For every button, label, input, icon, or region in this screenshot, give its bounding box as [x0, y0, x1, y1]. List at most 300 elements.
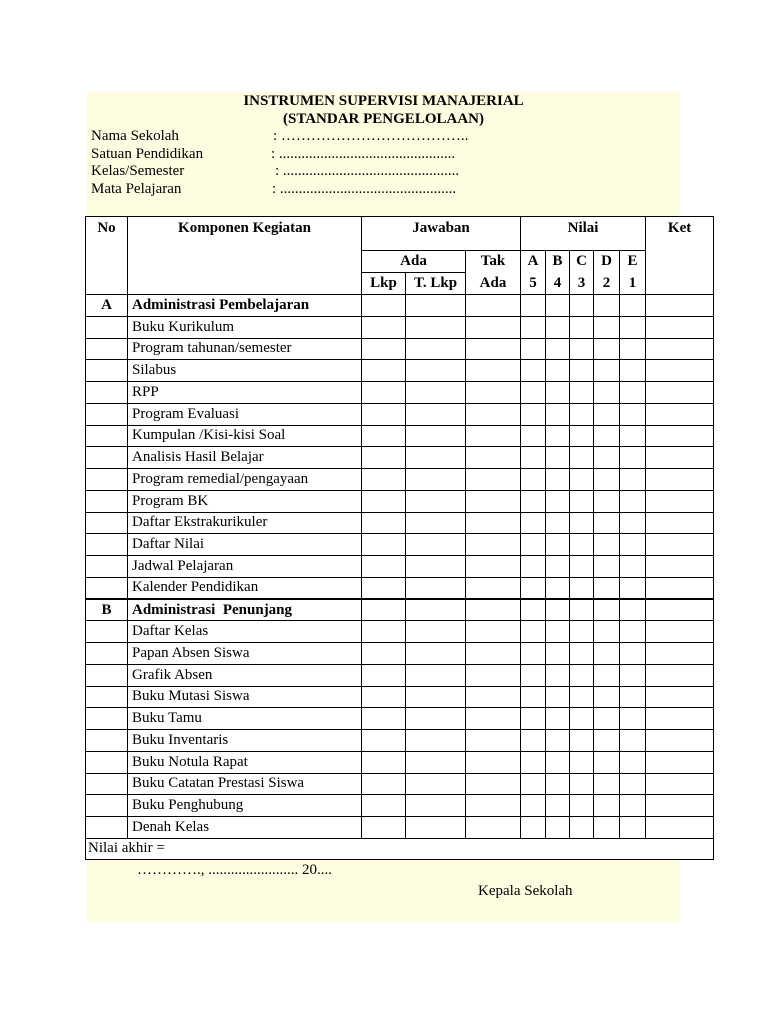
grade-b-cell: [546, 817, 570, 839]
component-label: Jadwal Pelajaran: [128, 556, 362, 578]
lkp-cell: [362, 338, 406, 360]
grade-points: 3: [577, 274, 586, 291]
grade-c-cell: [570, 708, 594, 730]
t-lkp-cell: [406, 577, 466, 599]
component-label: Grafik Absen: [128, 664, 362, 686]
t-lkp-cell: [406, 664, 466, 686]
section-title: Administrasi Penunjang: [128, 599, 362, 621]
tak-ada-cell: [466, 556, 521, 578]
component-label: Program remedial/pengayaan: [128, 469, 362, 491]
grade-b-cell: [546, 316, 570, 338]
tak-ada-cell: [466, 751, 521, 773]
grade-e-cell: [620, 577, 646, 599]
grade-c-cell: [570, 512, 594, 534]
grade-c-cell: [570, 382, 594, 404]
component-label: Kumpulan /Kisi-kisi Soal: [128, 425, 362, 447]
field-value: : ………………………………..: [273, 128, 469, 145]
grade-e-cell: [620, 338, 646, 360]
section-row: [86, 599, 714, 621]
ket-cell: [646, 469, 714, 491]
item-row: [86, 403, 714, 425]
grade-d-cell: [594, 751, 620, 773]
item-row: [86, 512, 714, 534]
grade-c-header: [570, 251, 594, 295]
not-exists-header: [466, 251, 521, 295]
grade-d-cell: [594, 382, 620, 404]
lkp-cell: [362, 751, 406, 773]
grade-e-cell: [620, 599, 646, 621]
item-row: [86, 316, 714, 338]
grade-e-cell: [620, 708, 646, 730]
grade-letter: D: [601, 253, 612, 269]
section-code: A: [86, 295, 128, 317]
grade-c-cell: [570, 556, 594, 578]
grade-c-cell: [570, 403, 594, 425]
component-label: Buku Kurikulum: [128, 316, 362, 338]
grade-c-cell: [570, 730, 594, 752]
ket-cell: [646, 556, 714, 578]
grade-e-cell: [620, 817, 646, 839]
grade-e-cell: [620, 730, 646, 752]
grade-e-cell: [620, 316, 646, 338]
grade-e-cell: [620, 686, 646, 708]
tak-ada-cell: [466, 708, 521, 730]
grade-e-cell: [620, 425, 646, 447]
grade-a-cell: [521, 403, 546, 425]
t-lkp-cell: [406, 425, 466, 447]
lkp-cell: [362, 664, 406, 686]
identity-fields: [91, 128, 671, 198]
grade-d-cell: [594, 295, 620, 317]
component-label: Papan Absen Siswa: [128, 643, 362, 665]
grade-e-cell: [620, 469, 646, 491]
grade-e-cell: [620, 382, 646, 404]
grade-b-cell: [546, 643, 570, 665]
lkp-cell: [362, 621, 406, 643]
grade-e-cell: [620, 490, 646, 512]
table-footer: [86, 838, 714, 859]
item-number-cell: [86, 360, 128, 382]
ket-cell: [646, 686, 714, 708]
grade-c-cell: [570, 686, 594, 708]
grade-a-cell: [521, 621, 546, 643]
ket-cell: [646, 773, 714, 795]
grade-d-cell: [594, 556, 620, 578]
item-row: [86, 490, 714, 512]
ket-cell: [646, 360, 714, 382]
component-label: Daftar Ekstrakurikuler: [128, 512, 362, 534]
lkp-cell: [362, 469, 406, 491]
component-label: Daftar Kelas: [128, 621, 362, 643]
item-row: [86, 447, 714, 469]
grade-c-cell: [570, 316, 594, 338]
item-row: [86, 751, 714, 773]
tak-ada-cell: [466, 382, 521, 404]
no-header: No: [86, 217, 128, 295]
grade-a-cell: [521, 817, 546, 839]
item-row: [86, 773, 714, 795]
grade-b-cell: [546, 621, 570, 643]
tak-ada-cell: [466, 512, 521, 534]
ket-cell: [646, 795, 714, 817]
item-row: [86, 382, 714, 404]
grade-d-cell: [594, 664, 620, 686]
grade-a-cell: [521, 643, 546, 665]
grade-d-cell: [594, 817, 620, 839]
grade-a-cell: [521, 469, 546, 491]
field-value: : ...............................................: [272, 180, 457, 197]
item-number-cell: [86, 403, 128, 425]
ket-cell: [646, 425, 714, 447]
document-heading: [87, 93, 680, 128]
field-label: Kelas/Semester: [91, 163, 185, 180]
tak-ada-cell: [466, 534, 521, 556]
ket-cell: [646, 708, 714, 730]
item-number-cell: [86, 577, 128, 599]
final-score-label: Nilai akhir =: [86, 838, 714, 859]
grade-e-cell: [620, 447, 646, 469]
item-row: [86, 795, 714, 817]
lkp-cell: [362, 425, 406, 447]
tak-ada-cell: [466, 577, 521, 599]
component-label: Buku Inventaris: [128, 730, 362, 752]
item-number-cell: [86, 773, 128, 795]
grade-e-cell: [620, 621, 646, 643]
tak-ada-cell: [466, 817, 521, 839]
t-lkp-cell: [406, 621, 466, 643]
grade-a-cell: [521, 730, 546, 752]
item-number-cell: [86, 621, 128, 643]
component-label: Daftar Nilai: [128, 534, 362, 556]
grade-letter: C: [576, 253, 587, 269]
grade-b-cell: [546, 382, 570, 404]
lkp-cell: [362, 382, 406, 404]
tak-ada-cell: [466, 664, 521, 686]
item-number-cell: [86, 708, 128, 730]
section-title: Administrasi Pembelajaran: [128, 295, 362, 317]
component-label: RPP: [128, 382, 362, 404]
grade-c-cell: [570, 469, 594, 491]
grade-c-cell: [570, 751, 594, 773]
grade-b-cell: [546, 295, 570, 317]
item-row: [86, 664, 714, 686]
ket-cell: [646, 599, 714, 621]
t-lkp-cell: [406, 490, 466, 512]
grade-points: 4: [553, 274, 562, 291]
item-number-cell: [86, 817, 128, 839]
item-row: [86, 360, 714, 382]
item-row: [86, 708, 714, 730]
grade-a-cell: [521, 534, 546, 556]
item-number-cell: [86, 730, 128, 752]
item-number-cell: [86, 751, 128, 773]
grade-d-cell: [594, 773, 620, 795]
tak-ada-cell: [466, 469, 521, 491]
grade-b-cell: [546, 425, 570, 447]
grade-c-cell: [570, 338, 594, 360]
lkp-cell: [362, 556, 406, 578]
item-number-cell: [86, 447, 128, 469]
item-number-cell: [86, 512, 128, 534]
item-row: [86, 730, 714, 752]
field-mata-pelajaran: [91, 181, 671, 199]
ket-cell: [646, 295, 714, 317]
document-title: INSTRUMEN SUPERVISI MANAJERIAL: [243, 93, 524, 109]
incomplete-header: T. Lkp: [406, 273, 466, 295]
grade-a-cell: [521, 447, 546, 469]
item-row: [86, 577, 714, 599]
ket-cell: [646, 577, 714, 599]
item-number-cell: [86, 382, 128, 404]
item-number-cell: [86, 534, 128, 556]
final-score-row: [86, 838, 714, 859]
tak-ada-cell: [466, 686, 521, 708]
grade-a-cell: [521, 382, 546, 404]
component-label: Kalender Pendidikan: [128, 577, 362, 599]
section-code: B: [86, 599, 128, 621]
lkp-cell: [362, 577, 406, 599]
grade-a-cell: [521, 577, 546, 599]
grade-e-cell: [620, 403, 646, 425]
grade-d-cell: [594, 686, 620, 708]
grade-e-cell: [620, 773, 646, 795]
grade-d-cell: [594, 534, 620, 556]
lkp-cell: [362, 730, 406, 752]
grade-e-cell: [620, 534, 646, 556]
item-number-cell: [86, 643, 128, 665]
grade-e-cell: [620, 751, 646, 773]
grade-e-header: [620, 251, 646, 295]
grade-d-cell: [594, 643, 620, 665]
lkp-cell: [362, 360, 406, 382]
grade-c-cell: [570, 795, 594, 817]
t-lkp-cell: [406, 338, 466, 360]
grade-letter: B: [552, 253, 563, 269]
grade-d-cell: [594, 316, 620, 338]
grade-b-cell: [546, 556, 570, 578]
grade-d-cell: [594, 730, 620, 752]
ket-cell: [646, 382, 714, 404]
item-row: [86, 469, 714, 491]
lkp-cell: [362, 512, 406, 534]
t-lkp-cell: [406, 447, 466, 469]
field-label: Satuan Pendidikan: [91, 145, 204, 162]
tak-ada-cell: [466, 621, 521, 643]
tak-ada-cell: [466, 795, 521, 817]
component-label: Analisis Hasil Belajar: [128, 447, 362, 469]
item-row: [86, 534, 714, 556]
lkp-cell: [362, 817, 406, 839]
grade-d-cell: [594, 469, 620, 491]
grade-a-cell: [521, 795, 546, 817]
field-label: Mata Pelajaran: [91, 180, 182, 197]
header-row-1: [86, 217, 714, 251]
item-row: [86, 338, 714, 360]
lkp-cell: [362, 795, 406, 817]
tak-ada-cell: [466, 643, 521, 665]
grade-points: 1: [628, 274, 637, 291]
field-value: : ...............................................: [271, 145, 456, 162]
grade-b-cell: [546, 751, 570, 773]
t-lkp-cell: [406, 556, 466, 578]
ket-cell: [646, 664, 714, 686]
grade-b-cell: [546, 469, 570, 491]
score-header: Nilai: [521, 217, 646, 251]
ket-cell: [646, 534, 714, 556]
grade-a-cell: [521, 338, 546, 360]
item-number-cell: [86, 556, 128, 578]
lkp-cell: [362, 708, 406, 730]
grade-a-cell: [521, 751, 546, 773]
t-lkp-cell: [406, 730, 466, 752]
grade-points: 5: [529, 274, 537, 291]
tak-ada-cell: [466, 730, 521, 752]
grade-d-header: [594, 251, 620, 295]
item-row: [86, 643, 714, 665]
grade-d-cell: [594, 447, 620, 469]
grade-b-cell: [546, 773, 570, 795]
grade-a-cell: [521, 316, 546, 338]
grade-a-cell: [521, 556, 546, 578]
exists-header: Ada: [362, 251, 466, 273]
ket-cell: [646, 512, 714, 534]
grade-c-cell: [570, 534, 594, 556]
grade-b-cell: [546, 599, 570, 621]
grade-b-cell: [546, 403, 570, 425]
item-row: [86, 686, 714, 708]
t-lkp-cell: [406, 534, 466, 556]
grade-b-cell: [546, 577, 570, 599]
grade-letter: E: [627, 253, 638, 269]
lkp-cell: [362, 686, 406, 708]
note-header: Ket: [646, 217, 714, 295]
ket-cell: [646, 817, 714, 839]
item-row: [86, 425, 714, 447]
checklist-body: [86, 295, 714, 839]
field-satuan-pendidikan: [91, 146, 671, 164]
tak-ada-cell: [466, 425, 521, 447]
t-lkp-cell: [406, 751, 466, 773]
answer-header: Jawaban: [362, 217, 521, 251]
grade-d-cell: [594, 490, 620, 512]
tak-ada-cell: [466, 599, 521, 621]
complete-header: Lkp: [362, 273, 406, 295]
lkp-cell: [362, 599, 406, 621]
ket-cell: [646, 643, 714, 665]
grade-a-cell: [521, 425, 546, 447]
component-header: Komponen Kegiatan: [128, 217, 362, 295]
ket-cell: [646, 751, 714, 773]
grade-e-cell: [620, 295, 646, 317]
item-number-cell: [86, 425, 128, 447]
component-label: Buku Mutasi Siswa: [128, 686, 362, 708]
component-label: Buku Tamu: [128, 708, 362, 730]
ket-cell: [646, 730, 714, 752]
grade-d-cell: [594, 338, 620, 360]
grade-points: 2: [602, 274, 611, 291]
grade-e-cell: [620, 556, 646, 578]
grade-a-cell: [521, 686, 546, 708]
t-lkp-cell: [406, 817, 466, 839]
ket-cell: [646, 447, 714, 469]
field-label: Nama Sekolah: [91, 128, 179, 145]
signature-role: Kepala Sekolah: [478, 883, 573, 899]
grade-c-cell: [570, 490, 594, 512]
grade-b-cell: [546, 534, 570, 556]
component-label: Buku Penghubung: [128, 795, 362, 817]
grade-a-cell: [521, 773, 546, 795]
grade-c-cell: [570, 664, 594, 686]
grade-a-header: [521, 251, 546, 295]
lkp-cell: [362, 534, 406, 556]
t-lkp-cell: [406, 469, 466, 491]
grade-d-cell: [594, 403, 620, 425]
not-exists-line-2: Ada: [479, 274, 507, 291]
t-lkp-cell: [406, 295, 466, 317]
not-exists-line-1: Tak: [480, 253, 506, 269]
tak-ada-cell: [466, 360, 521, 382]
lkp-cell: [362, 447, 406, 469]
section-row: [86, 295, 714, 317]
ket-cell: [646, 490, 714, 512]
grade-e-cell: [620, 643, 646, 665]
t-lkp-cell: [406, 360, 466, 382]
grade-a-cell: [521, 708, 546, 730]
grade-c-cell: [570, 425, 594, 447]
grade-c-cell: [570, 577, 594, 599]
component-label: Buku Catatan Prestasi Siswa: [128, 773, 362, 795]
t-lkp-cell: [406, 599, 466, 621]
t-lkp-cell: [406, 773, 466, 795]
grade-c-cell: [570, 447, 594, 469]
table-header: [86, 217, 714, 295]
t-lkp-cell: [406, 403, 466, 425]
t-lkp-cell: [406, 643, 466, 665]
item-number-cell: [86, 469, 128, 491]
grade-d-cell: [594, 599, 620, 621]
component-label: Silabus: [128, 360, 362, 382]
grade-c-cell: [570, 295, 594, 317]
tak-ada-cell: [466, 447, 521, 469]
grade-d-cell: [594, 360, 620, 382]
grade-a-cell: [521, 360, 546, 382]
grade-a-cell: [521, 512, 546, 534]
grade-a-cell: [521, 664, 546, 686]
item-row: [86, 556, 714, 578]
t-lkp-cell: [406, 686, 466, 708]
grade-c-cell: [570, 360, 594, 382]
tak-ada-cell: [466, 295, 521, 317]
item-number-cell: [86, 664, 128, 686]
lkp-cell: [362, 295, 406, 317]
field-value: : ...............................................: [275, 163, 460, 180]
ket-cell: [646, 403, 714, 425]
t-lkp-cell: [406, 316, 466, 338]
grade-c-cell: [570, 599, 594, 621]
grade-letter: A: [527, 253, 539, 269]
field-nama-sekolah: [91, 128, 671, 146]
lkp-cell: [362, 643, 406, 665]
component-label: Program tahunan/semester: [128, 338, 362, 360]
grade-b-cell: [546, 708, 570, 730]
grade-b-header: [546, 251, 570, 295]
grade-b-cell: [546, 730, 570, 752]
grade-d-cell: [594, 708, 620, 730]
item-number-cell: [86, 795, 128, 817]
item-number-cell: [86, 316, 128, 338]
component-label: Program BK: [128, 490, 362, 512]
tak-ada-cell: [466, 490, 521, 512]
